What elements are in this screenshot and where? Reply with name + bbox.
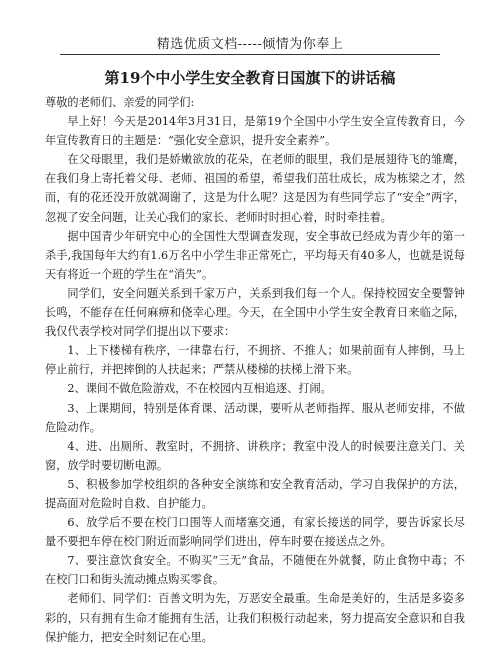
rule-food: 7、要注意饮食安全。不购买“三无”食品，不随便在外就餐，防止食物中毒；不在校门口和街头流动摊点购买零食。 <box>45 554 465 587</box>
rule-gate: 6、放学后不要在校门口围等人而堵塞交通，有家长接送的同学，要告诉家长尽量不要把车停在校门附近而影响同学们进出，停车时要在接送点之外。 <box>45 516 465 549</box>
paragraph-closing: 老师们、同学们：百善文明为先，万恶安全最重。生命是美好的，生活是多姿多彩的，只有拥有生命才能拥有生活，让我们积极行动起来，努力提高安全意识和自我保护能力，把安全时刻记在心里。 <box>45 592 465 644</box>
header-divider <box>60 54 440 55</box>
salutation: 尊敬的老师们、亲爱的同学们: <box>45 96 195 109</box>
rule-stairs: 1、上下楼梯有秩序，一律靠右行，不拥挤、不推人；如果前面有人摔倒，马上停止前行，并把摔倒的人扶起来；严禁从楼梯的扶梯上滑下来。 <box>45 344 465 377</box>
paragraph-flowers: 在父母眼里，我们是娇嫩欲放的花朵，在老师的眼里，我们是展翅待飞的雏鹰，在我们身上寄托着父母、老师、祖国的希望，希望我们茁壮成长，成为栋梁之才，然而，有的花还没开放就凋谢了，这是为什么呢？这是因为有些同学忘了“安全”两字，忽视了安全问题，让关心我们的家长、老师时时担心着，时时牵挂着。 <box>45 153 465 224</box>
paragraph-requirements-intro: 同学们，安全问题关系到千家万户，关系到我们每一个人。保持校园安全要警钟长鸣，不能存在任何麻痹和侥幸心理。今天，在全国中小学生安全教育日来临之际，我仅代表学校对同学们提出以下要求： <box>45 286 465 339</box>
paragraph-survey: 据中国青少年研究中心的全国性大型调查发现，安全事故已经成为青少年的第一杀手,我国每年大约有1.6万名中小学生非正常死亡，平均每天有40多人，也就是说每天有将近一个班的学生在“消失”。 <box>45 229 465 281</box>
rule-recess: 2、课间不做危险游戏，不在校园内互相追逐、打闹。 <box>67 382 332 396</box>
page-header: 精选优质文档-----倾情为你奉上 <box>156 37 344 52</box>
document-body <box>45 93 465 647</box>
document-title: 第19个中小学生安全教育日国旗下的讲话稿 <box>104 69 396 87</box>
rule-restroom: 4、进、出厕所、教室时，不拥挤、讲秩序；教室中没人的时候要注意关门、关窗，放学时要切断电源。 <box>45 439 465 472</box>
rule-drills: 5、积极参加学校组织的各种安全演练和安全教育活动，学习自我保护的方法，提高面对危险时自救、自护能力。 <box>45 477 465 510</box>
paragraph-greeting: 早上好！今天是2014年3月31日，是第19个全国中小学生安全宣传教育日，今年宣传教育日的主题是：“强化安全意识，提升安全素养”。 <box>45 115 465 148</box>
rule-class: 3、上课期间，特别是体育课、活动课，要听从老师指挥、服从老师安排，不做危险动作。 <box>45 401 465 434</box>
